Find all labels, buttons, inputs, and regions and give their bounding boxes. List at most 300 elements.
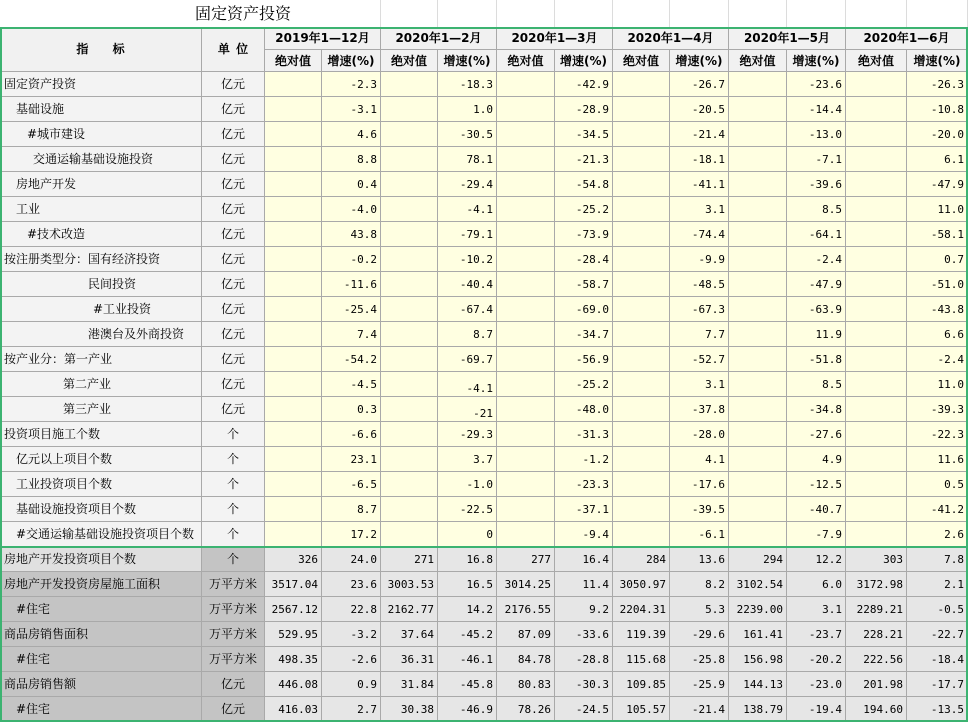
sub-header-abs[interactable]: 绝对值: [729, 50, 787, 72]
growth-value-cell[interactable]: 23.1: [322, 447, 381, 472]
abs-value-cell[interactable]: [613, 397, 670, 422]
abs-value-cell[interactable]: [265, 247, 322, 272]
sub-header-growth[interactable]: 增速(%): [787, 50, 846, 72]
unit-cell[interactable]: 个: [202, 472, 265, 497]
abs-value-cell[interactable]: 30.38: [381, 697, 438, 722]
growth-value-cell[interactable]: -27.6: [787, 422, 846, 447]
growth-value-cell[interactable]: -40.7: [787, 497, 846, 522]
abs-value-cell[interactable]: [729, 372, 787, 397]
abs-value-cell[interactable]: 222.56: [846, 647, 907, 672]
growth-value-cell[interactable]: -1.0: [438, 472, 497, 497]
sub-header-abs[interactable]: 绝对值: [381, 50, 438, 72]
growth-value-cell[interactable]: 16.5: [438, 572, 497, 597]
growth-value-cell[interactable]: -22.3: [907, 422, 968, 447]
abs-value-cell[interactable]: [613, 272, 670, 297]
growth-value-cell[interactable]: 2.1: [907, 572, 968, 597]
growth-value-cell[interactable]: -34.8: [787, 397, 846, 422]
growth-value-cell[interactable]: 4.1: [670, 447, 729, 472]
growth-value-cell[interactable]: 3.7: [438, 447, 497, 472]
abs-value-cell[interactable]: [265, 497, 322, 522]
header-unit[interactable]: 单 位: [202, 27, 265, 72]
abs-value-cell[interactable]: [846, 297, 907, 322]
abs-value-cell[interactable]: [729, 347, 787, 372]
growth-value-cell[interactable]: -58.1: [907, 222, 968, 247]
blank-cell[interactable]: [907, 0, 968, 27]
abs-value-cell[interactable]: [613, 472, 670, 497]
abs-value-cell[interactable]: 194.60: [846, 697, 907, 722]
abs-value-cell[interactable]: 78.26: [497, 697, 555, 722]
growth-value-cell[interactable]: -63.9: [787, 297, 846, 322]
growth-value-cell[interactable]: -25.9: [670, 672, 729, 697]
abs-value-cell[interactable]: [381, 172, 438, 197]
growth-value-cell[interactable]: -47.9: [787, 272, 846, 297]
growth-value-cell[interactable]: -33.6: [555, 622, 613, 647]
growth-value-cell[interactable]: 22.8: [322, 597, 381, 622]
abs-value-cell[interactable]: 87.09: [497, 622, 555, 647]
indicator-cell[interactable]: 商品房销售面积: [0, 622, 202, 647]
abs-value-cell[interactable]: [497, 347, 555, 372]
abs-value-cell[interactable]: [265, 522, 322, 547]
growth-value-cell[interactable]: -18.3: [438, 72, 497, 97]
growth-value-cell[interactable]: 43.8: [322, 222, 381, 247]
abs-value-cell[interactable]: 3517.04: [265, 572, 322, 597]
growth-value-cell[interactable]: -54.2: [322, 347, 381, 372]
blank-cell[interactable]: [729, 0, 787, 27]
growth-value-cell[interactable]: -52.7: [670, 347, 729, 372]
blank-cell[interactable]: [670, 0, 729, 27]
growth-value-cell[interactable]: -46.1: [438, 647, 497, 672]
growth-value-cell[interactable]: -3.2: [322, 622, 381, 647]
indicator-cell[interactable]: #住宅: [0, 697, 202, 722]
indicator-cell[interactable]: 工业投资项目个数: [0, 472, 202, 497]
growth-value-cell[interactable]: -14.4: [787, 97, 846, 122]
growth-value-cell[interactable]: -39.3: [907, 397, 968, 422]
growth-value-cell[interactable]: -23.0: [787, 672, 846, 697]
unit-cell[interactable]: 亿元: [202, 347, 265, 372]
growth-value-cell[interactable]: -0.5: [907, 597, 968, 622]
indicator-cell[interactable]: 固定资产投资: [0, 72, 202, 97]
abs-value-cell[interactable]: [381, 472, 438, 497]
indicator-cell[interactable]: #交通运输基础设施投资项目个数: [0, 522, 202, 547]
growth-value-cell[interactable]: 0.4: [322, 172, 381, 197]
growth-value-cell[interactable]: -28.9: [555, 97, 613, 122]
growth-value-cell[interactable]: -2.4: [787, 247, 846, 272]
unit-cell[interactable]: 万平方米: [202, 597, 265, 622]
abs-value-cell[interactable]: [729, 172, 787, 197]
indicator-cell[interactable]: 商品房销售额: [0, 672, 202, 697]
unit-cell[interactable]: 亿元: [202, 122, 265, 147]
growth-value-cell[interactable]: 23.6: [322, 572, 381, 597]
abs-value-cell[interactable]: [729, 497, 787, 522]
growth-value-cell[interactable]: -26.3: [907, 72, 968, 97]
abs-value-cell[interactable]: [729, 247, 787, 272]
abs-value-cell[interactable]: [265, 297, 322, 322]
abs-value-cell[interactable]: 294: [729, 547, 787, 572]
growth-value-cell[interactable]: -13.0: [787, 122, 846, 147]
growth-value-cell[interactable]: -41.1: [670, 172, 729, 197]
growth-value-cell[interactable]: -40.4: [438, 272, 497, 297]
abs-value-cell[interactable]: [265, 422, 322, 447]
abs-value-cell[interactable]: [265, 447, 322, 472]
abs-value-cell[interactable]: 3050.97: [613, 572, 670, 597]
abs-value-cell[interactable]: [497, 497, 555, 522]
unit-cell[interactable]: 亿元: [202, 72, 265, 97]
sub-header-abs[interactable]: 绝对值: [613, 50, 670, 72]
abs-value-cell[interactable]: [497, 472, 555, 497]
growth-value-cell[interactable]: 6.0: [787, 572, 846, 597]
unit-cell[interactable]: 亿元: [202, 272, 265, 297]
growth-value-cell[interactable]: 8.7: [438, 322, 497, 347]
abs-value-cell[interactable]: [265, 97, 322, 122]
growth-value-cell[interactable]: -3.1: [322, 97, 381, 122]
growth-value-cell[interactable]: -19.4: [787, 697, 846, 722]
abs-value-cell[interactable]: 228.21: [846, 622, 907, 647]
indicator-cell[interactable]: 基础设施投资项目个数: [0, 497, 202, 522]
indicator-cell[interactable]: 房地产开发投资项目个数: [0, 547, 202, 572]
growth-value-cell[interactable]: -54.8: [555, 172, 613, 197]
indicator-cell[interactable]: #工业投资: [0, 297, 202, 322]
indicator-cell[interactable]: 第二产业: [0, 372, 202, 397]
growth-value-cell[interactable]: -51.0: [907, 272, 968, 297]
indicator-cell[interactable]: #城市建设: [0, 122, 202, 147]
growth-value-cell[interactable]: -10.8: [907, 97, 968, 122]
growth-value-cell[interactable]: 24.0: [322, 547, 381, 572]
abs-value-cell[interactable]: [497, 272, 555, 297]
growth-value-cell[interactable]: -4.0: [322, 197, 381, 222]
abs-value-cell[interactable]: [381, 497, 438, 522]
abs-value-cell[interactable]: 3003.53: [381, 572, 438, 597]
growth-value-cell[interactable]: -30.3: [555, 672, 613, 697]
growth-value-cell[interactable]: -58.7: [555, 272, 613, 297]
growth-value-cell[interactable]: -18.1: [670, 147, 729, 172]
indicator-cell[interactable]: 按注册类型分：国有经济投资: [0, 247, 202, 272]
growth-value-cell[interactable]: -25.8: [670, 647, 729, 672]
growth-value-cell[interactable]: -29.6: [670, 622, 729, 647]
abs-value-cell[interactable]: [846, 522, 907, 547]
abs-value-cell[interactable]: [381, 297, 438, 322]
abs-value-cell[interactable]: [613, 522, 670, 547]
indicator-cell[interactable]: 投资项目施工个数: [0, 422, 202, 447]
abs-value-cell[interactable]: 2162.77: [381, 597, 438, 622]
period-header[interactable]: 2020年1—3月: [497, 27, 613, 50]
blank-cell[interactable]: [497, 0, 555, 27]
abs-value-cell[interactable]: [729, 447, 787, 472]
indicator-cell[interactable]: 第三产业: [0, 397, 202, 422]
indicator-cell[interactable]: #技术改造: [0, 222, 202, 247]
abs-value-cell[interactable]: [846, 172, 907, 197]
indicator-cell[interactable]: 工业: [0, 197, 202, 222]
abs-value-cell[interactable]: [265, 272, 322, 297]
growth-value-cell[interactable]: -1.2: [555, 447, 613, 472]
abs-value-cell[interactable]: [613, 497, 670, 522]
abs-value-cell[interactable]: [846, 222, 907, 247]
unit-cell[interactable]: 万平方米: [202, 572, 265, 597]
abs-value-cell[interactable]: [613, 147, 670, 172]
abs-value-cell[interactable]: [846, 122, 907, 147]
growth-value-cell[interactable]: -23.3: [555, 472, 613, 497]
growth-value-cell[interactable]: -2.4: [907, 347, 968, 372]
abs-value-cell[interactable]: 201.98: [846, 672, 907, 697]
growth-value-cell[interactable]: -56.9: [555, 347, 613, 372]
abs-value-cell[interactable]: [846, 272, 907, 297]
growth-value-cell[interactable]: -25.4: [322, 297, 381, 322]
abs-value-cell[interactable]: [265, 322, 322, 347]
unit-cell[interactable]: 个: [202, 497, 265, 522]
abs-value-cell[interactable]: 2567.12: [265, 597, 322, 622]
abs-value-cell[interactable]: [613, 97, 670, 122]
abs-value-cell[interactable]: [729, 197, 787, 222]
growth-value-cell[interactable]: -2.6: [322, 647, 381, 672]
abs-value-cell[interactable]: 84.78: [497, 647, 555, 672]
abs-value-cell[interactable]: [381, 347, 438, 372]
abs-value-cell[interactable]: 446.08: [265, 672, 322, 697]
abs-value-cell[interactable]: [729, 122, 787, 147]
abs-value-cell[interactable]: [265, 222, 322, 247]
abs-value-cell[interactable]: 271: [381, 547, 438, 572]
abs-value-cell[interactable]: [497, 372, 555, 397]
growth-value-cell[interactable]: 0.7: [907, 247, 968, 272]
growth-value-cell[interactable]: -25.2: [555, 372, 613, 397]
abs-value-cell[interactable]: 2204.31: [613, 597, 670, 622]
period-header[interactable]: 2020年1—2月: [381, 27, 497, 50]
abs-value-cell[interactable]: [613, 247, 670, 272]
abs-value-cell[interactable]: [381, 72, 438, 97]
abs-value-cell[interactable]: 31.84: [381, 672, 438, 697]
growth-value-cell[interactable]: -47.9: [907, 172, 968, 197]
abs-value-cell[interactable]: [497, 172, 555, 197]
abs-value-cell[interactable]: [729, 147, 787, 172]
abs-value-cell[interactable]: 161.41: [729, 622, 787, 647]
growth-value-cell[interactable]: 11.9: [787, 322, 846, 347]
abs-value-cell[interactable]: [497, 97, 555, 122]
abs-value-cell[interactable]: [846, 72, 907, 97]
growth-value-cell[interactable]: -37.8: [670, 397, 729, 422]
abs-value-cell[interactable]: [846, 422, 907, 447]
abs-value-cell[interactable]: [613, 372, 670, 397]
header-indicator[interactable]: 指 标: [0, 27, 202, 72]
abs-value-cell[interactable]: [497, 72, 555, 97]
unit-cell[interactable]: 个: [202, 422, 265, 447]
growth-value-cell[interactable]: -29.3: [438, 422, 497, 447]
abs-value-cell[interactable]: [846, 197, 907, 222]
abs-value-cell[interactable]: 3102.54: [729, 572, 787, 597]
growth-value-cell[interactable]: -69.7: [438, 347, 497, 372]
growth-value-cell[interactable]: -45.8: [438, 672, 497, 697]
growth-value-cell[interactable]: -30.5: [438, 122, 497, 147]
unit-cell[interactable]: 亿元: [202, 672, 265, 697]
abs-value-cell[interactable]: [846, 247, 907, 272]
indicator-cell[interactable]: 房地产开发: [0, 172, 202, 197]
abs-value-cell[interactable]: [265, 347, 322, 372]
period-header[interactable]: 2020年1—4月: [613, 27, 729, 50]
growth-value-cell[interactable]: 17.2: [322, 522, 381, 547]
growth-value-cell[interactable]: -17.7: [907, 672, 968, 697]
growth-value-cell[interactable]: 7.4: [322, 322, 381, 347]
growth-value-cell[interactable]: -9.4: [555, 522, 613, 547]
abs-value-cell[interactable]: [846, 497, 907, 522]
growth-value-cell[interactable]: 2.6: [907, 522, 968, 547]
abs-value-cell[interactable]: [265, 147, 322, 172]
abs-value-cell[interactable]: [613, 197, 670, 222]
abs-value-cell[interactable]: [729, 72, 787, 97]
abs-value-cell[interactable]: 80.83: [497, 672, 555, 697]
growth-value-cell[interactable]: -20.2: [787, 647, 846, 672]
growth-value-cell[interactable]: 11.0: [907, 372, 968, 397]
abs-value-cell[interactable]: [497, 222, 555, 247]
growth-value-cell[interactable]: -22.7: [907, 622, 968, 647]
abs-value-cell[interactable]: [846, 347, 907, 372]
abs-value-cell[interactable]: [846, 397, 907, 422]
growth-value-cell[interactable]: -21.4: [670, 697, 729, 722]
period-header[interactable]: 2020年1—5月: [729, 27, 846, 50]
abs-value-cell[interactable]: [729, 472, 787, 497]
growth-value-cell[interactable]: -10.2: [438, 247, 497, 272]
abs-value-cell[interactable]: 105.57: [613, 697, 670, 722]
abs-value-cell[interactable]: 326: [265, 547, 322, 572]
abs-value-cell[interactable]: [497, 522, 555, 547]
growth-value-cell[interactable]: -24.5: [555, 697, 613, 722]
sub-header-abs[interactable]: 绝对值: [265, 50, 322, 72]
indicator-cell[interactable]: 民间投资: [0, 272, 202, 297]
unit-cell[interactable]: 亿元: [202, 297, 265, 322]
abs-value-cell[interactable]: [265, 72, 322, 97]
growth-value-cell[interactable]: -69.0: [555, 297, 613, 322]
blank-cell[interactable]: [381, 0, 438, 27]
abs-value-cell[interactable]: [381, 197, 438, 222]
growth-value-cell[interactable]: -23.7: [787, 622, 846, 647]
abs-value-cell[interactable]: [613, 447, 670, 472]
abs-value-cell[interactable]: [497, 147, 555, 172]
abs-value-cell[interactable]: 138.79: [729, 697, 787, 722]
abs-value-cell[interactable]: [497, 322, 555, 347]
growth-value-cell[interactable]: -28.8: [555, 647, 613, 672]
abs-value-cell[interactable]: 284: [613, 547, 670, 572]
abs-value-cell[interactable]: [265, 197, 322, 222]
growth-value-cell[interactable]: 0.9: [322, 672, 381, 697]
abs-value-cell[interactable]: [613, 422, 670, 447]
growth-value-cell[interactable]: -45.2: [438, 622, 497, 647]
unit-cell[interactable]: 亿元: [202, 697, 265, 722]
growth-value-cell[interactable]: -2.3: [322, 72, 381, 97]
growth-value-cell[interactable]: -21: [438, 397, 497, 422]
indicator-cell[interactable]: 基础设施: [0, 97, 202, 122]
abs-value-cell[interactable]: [265, 472, 322, 497]
indicator-cell[interactable]: 交通运输基础设施投资: [0, 147, 202, 172]
growth-value-cell[interactable]: -42.9: [555, 72, 613, 97]
abs-value-cell[interactable]: 37.64: [381, 622, 438, 647]
growth-value-cell[interactable]: -7.9: [787, 522, 846, 547]
growth-value-cell[interactable]: 11.6: [907, 447, 968, 472]
indicator-cell[interactable]: 亿元以上项目个数: [0, 447, 202, 472]
growth-value-cell[interactable]: 8.5: [787, 197, 846, 222]
growth-value-cell[interactable]: 78.1: [438, 147, 497, 172]
sub-header-growth[interactable]: 增速(%): [555, 50, 613, 72]
abs-value-cell[interactable]: [381, 422, 438, 447]
abs-value-cell[interactable]: 416.03: [265, 697, 322, 722]
growth-value-cell[interactable]: -11.6: [322, 272, 381, 297]
unit-cell[interactable]: 亿元: [202, 97, 265, 122]
growth-value-cell[interactable]: -28.0: [670, 422, 729, 447]
growth-value-cell[interactable]: -26.7: [670, 72, 729, 97]
abs-value-cell[interactable]: [265, 372, 322, 397]
abs-value-cell[interactable]: [613, 122, 670, 147]
sub-header-abs[interactable]: 绝对值: [846, 50, 907, 72]
abs-value-cell[interactable]: [729, 222, 787, 247]
growth-value-cell[interactable]: 14.2: [438, 597, 497, 622]
growth-value-cell[interactable]: -34.5: [555, 122, 613, 147]
abs-value-cell[interactable]: [613, 172, 670, 197]
growth-value-cell[interactable]: -12.5: [787, 472, 846, 497]
unit-cell[interactable]: 亿元: [202, 397, 265, 422]
abs-value-cell[interactable]: [497, 447, 555, 472]
sheet-title[interactable]: 固定资产投资: [0, 0, 322, 27]
abs-value-cell[interactable]: [497, 297, 555, 322]
abs-value-cell[interactable]: 156.98: [729, 647, 787, 672]
abs-value-cell[interactable]: 303: [846, 547, 907, 572]
growth-value-cell[interactable]: -0.2: [322, 247, 381, 272]
growth-value-cell[interactable]: -20.0: [907, 122, 968, 147]
abs-value-cell[interactable]: [497, 122, 555, 147]
abs-value-cell[interactable]: 2289.21: [846, 597, 907, 622]
growth-value-cell[interactable]: 4.6: [322, 122, 381, 147]
blank-cell[interactable]: [555, 0, 613, 27]
period-header[interactable]: 2019年1—12月: [265, 27, 381, 50]
growth-value-cell[interactable]: -4.1: [438, 372, 497, 397]
growth-value-cell[interactable]: 6.6: [907, 322, 968, 347]
sub-header-growth[interactable]: 增速(%): [438, 50, 497, 72]
blank-cell[interactable]: [438, 0, 497, 27]
growth-value-cell[interactable]: -39.6: [787, 172, 846, 197]
growth-value-cell[interactable]: -79.1: [438, 222, 497, 247]
growth-value-cell[interactable]: -7.1: [787, 147, 846, 172]
growth-value-cell[interactable]: -4.5: [322, 372, 381, 397]
unit-cell[interactable]: 亿元: [202, 172, 265, 197]
abs-value-cell[interactable]: [265, 122, 322, 147]
abs-value-cell[interactable]: 498.35: [265, 647, 322, 672]
indicator-cell[interactable]: #住宅: [0, 647, 202, 672]
abs-value-cell[interactable]: 3172.98: [846, 572, 907, 597]
blank-cell[interactable]: [846, 0, 907, 27]
abs-value-cell[interactable]: [729, 272, 787, 297]
abs-value-cell[interactable]: [613, 72, 670, 97]
growth-value-cell[interactable]: 3.1: [787, 597, 846, 622]
growth-value-cell[interactable]: 16.8: [438, 547, 497, 572]
abs-value-cell[interactable]: [381, 397, 438, 422]
growth-value-cell[interactable]: 7.7: [670, 322, 729, 347]
growth-value-cell[interactable]: -64.1: [787, 222, 846, 247]
abs-value-cell[interactable]: [497, 247, 555, 272]
abs-value-cell[interactable]: 119.39: [613, 622, 670, 647]
sub-header-growth[interactable]: 增速(%): [907, 50, 968, 72]
growth-value-cell[interactable]: 3.1: [670, 197, 729, 222]
unit-cell[interactable]: 亿元: [202, 147, 265, 172]
growth-value-cell[interactable]: 11.0: [907, 197, 968, 222]
abs-value-cell[interactable]: [497, 397, 555, 422]
growth-value-cell[interactable]: -43.8: [907, 297, 968, 322]
abs-value-cell[interactable]: [846, 322, 907, 347]
abs-value-cell[interactable]: [846, 372, 907, 397]
growth-value-cell[interactable]: 5.3: [670, 597, 729, 622]
blank-cell[interactable]: [787, 0, 846, 27]
abs-value-cell[interactable]: [265, 397, 322, 422]
growth-value-cell[interactable]: 16.4: [555, 547, 613, 572]
growth-value-cell[interactable]: 8.8: [322, 147, 381, 172]
blank-cell[interactable]: [613, 0, 670, 27]
growth-value-cell[interactable]: -9.9: [670, 247, 729, 272]
indicator-cell[interactable]: 按产业分：第一产业: [0, 347, 202, 372]
growth-value-cell[interactable]: 12.2: [787, 547, 846, 572]
unit-cell[interactable]: 万平方米: [202, 622, 265, 647]
